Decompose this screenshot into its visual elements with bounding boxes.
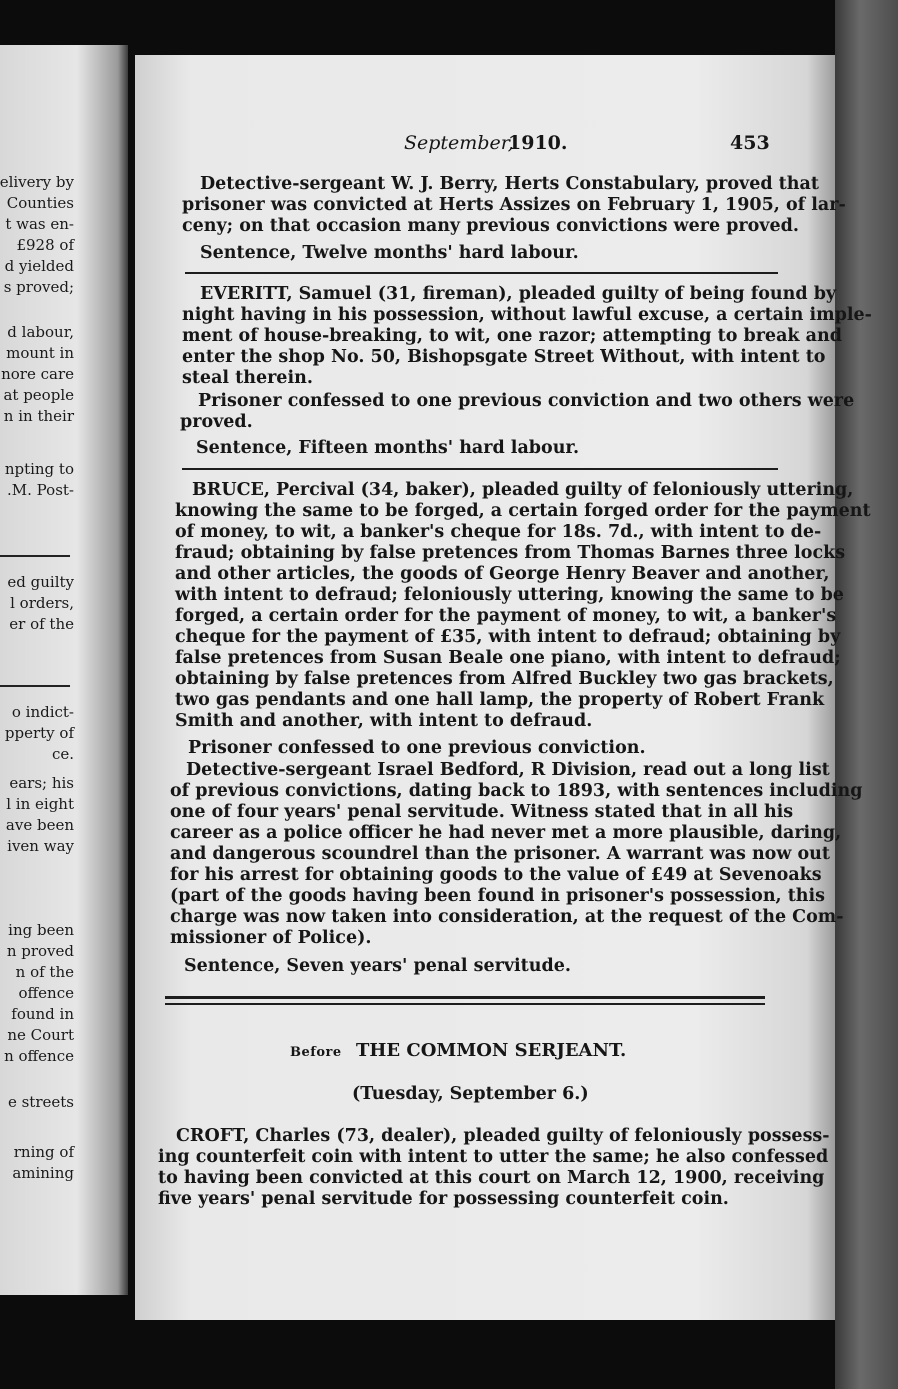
case3-line: two gas pendants and one hall lamp, the property of Robert Frank xyxy=(175,690,825,710)
left-line: l in eight xyxy=(6,795,74,813)
left-line: .M. Post- xyxy=(7,481,74,499)
left-line: n in their xyxy=(3,407,74,425)
case3-evidence: (part of the goods having been found in prisoner's possession, this xyxy=(170,886,826,906)
case2-line: ment of house-breaking, to wit, one razor; attempting to break and xyxy=(182,326,842,346)
page-number: 453 xyxy=(730,132,770,154)
header-year: 1910. xyxy=(508,132,568,154)
case3-evidence: of previous convictions, dating back to 1893, with sentences including xyxy=(170,781,863,801)
left-line: t was en- xyxy=(5,215,74,233)
case3-evidence: missioner of Police). xyxy=(170,928,372,948)
case3-evidence: and dangerous scoundrel than the prisoner. A warrant was now out xyxy=(170,844,830,864)
left-line: ears; his xyxy=(9,774,74,792)
left-line: er of the xyxy=(9,615,74,633)
case3-line: fraud; obtaining by false pretences from Thomas Barnes three locks xyxy=(175,543,846,563)
case3-sentence: Sentence, Seven years' penal servitude. xyxy=(184,956,571,976)
left-line: amining xyxy=(12,1164,74,1182)
left-line: ing been xyxy=(8,921,74,939)
case4-line: ing counterfeit coin with intent to utter the same; he also confessed xyxy=(158,1147,829,1167)
left-rule xyxy=(0,555,70,557)
case2-sentence: Sentence, Fifteen months' hard labour. xyxy=(196,438,580,458)
left-line: o indict- xyxy=(11,703,74,721)
section-before: Before xyxy=(290,1045,342,1060)
case2-line: enter the shop No. 50, Bishopsgate Street Without, with intent to xyxy=(182,347,826,367)
case2-line: EVERITT, Samuel (31, fireman), pleaded guilty of being found by xyxy=(200,284,837,304)
section-title: THE COMMON SERJEANT. xyxy=(356,1040,627,1061)
left-line: Counties xyxy=(6,194,74,212)
section-divider-bottom xyxy=(165,1003,765,1005)
case1-line: prisoner was convicted at Herts Assizes on February 1, 1905, of lar- xyxy=(182,195,846,215)
left-page-fragment xyxy=(0,45,128,1295)
case3-evidence: charge was now taken into consideration, at the request of the Com- xyxy=(170,907,844,927)
section-divider-top xyxy=(165,996,765,999)
case2-confession: proved. xyxy=(180,412,253,432)
case3-line: false pretences from Susan Beale one piano, with intent to defraud; xyxy=(175,648,841,668)
case3-line: with intent to defraud; feloniously uttering, knowing the same to be xyxy=(175,585,844,605)
left-line: ce. xyxy=(51,745,74,763)
left-line: rning of xyxy=(13,1143,74,1161)
left-line: d labour, xyxy=(7,323,74,341)
left-line: iven way xyxy=(7,837,74,855)
case2-line: night having in his possession, without lawful excuse, a certain imple- xyxy=(182,305,872,325)
case1-line: ceny; on that occasion many previous convictions were proved. xyxy=(182,216,799,236)
case-divider xyxy=(182,468,778,470)
case3-line: Smith and another, with intent to defraud. xyxy=(175,711,593,731)
left-line: npting to xyxy=(4,460,74,478)
case3-line: and other articles, the goods of George Henry Beaver and another, xyxy=(175,564,830,584)
left-line: found in xyxy=(11,1005,74,1023)
case-divider xyxy=(185,272,778,274)
case3-line: of money, to wit, a banker's cheque for 18s. 7d., with intent to de- xyxy=(175,522,822,542)
left-line: £928 of xyxy=(16,236,74,254)
case4-line: CROFT, Charles (73, dealer), pleaded guilty of feloniously possess- xyxy=(176,1126,830,1146)
case3-line: obtaining by false pretences from Alfred Buckley two gas brackets, xyxy=(175,669,834,689)
case3-evidence: for his arrest for obtaining goods to the value of £49 at Sevenoaks xyxy=(170,865,822,885)
section-date: (Tuesday, September 6.) xyxy=(352,1084,589,1104)
case3-evidence: one of four years' penal servitude. Witness stated that in all his xyxy=(170,802,794,822)
left-line: mount in xyxy=(6,344,74,362)
case3-evidence: Detective-sergeant Israel Bedford, R Division, read out a long list xyxy=(186,760,830,780)
case2-confession: Prisoner confessed to one previous conviction and two others were xyxy=(198,391,855,411)
case4-line: to having been convicted at this court on March 12, 1900, receiving xyxy=(158,1168,825,1188)
header-month: September, xyxy=(404,132,514,154)
left-line: s proved; xyxy=(3,278,74,296)
left-line: elivery by xyxy=(0,173,74,191)
case2-line: steal therein. xyxy=(182,368,313,388)
left-line: d yielded xyxy=(4,257,74,275)
left-line: n of the xyxy=(15,963,74,981)
case3-line: forged, a certain order for the payment of money, to wit, a banker's xyxy=(175,606,837,626)
case3-confession: Prisoner confessed to one previous conviction. xyxy=(188,738,646,758)
case1-sentence: Sentence, Twelve months' hard labour. xyxy=(200,243,579,263)
case3-evidence: career as a police officer he had never met a more plausible, daring, xyxy=(170,823,842,843)
case1-line: Detective-sergeant W. J. Berry, Herts Constabulary, proved that xyxy=(200,174,819,194)
left-line: at people xyxy=(3,386,74,404)
left-line: ave been xyxy=(5,816,74,834)
left-rule xyxy=(0,685,70,687)
left-line: ed guilty xyxy=(7,573,74,591)
left-line: offence xyxy=(18,984,74,1002)
left-line: l orders, xyxy=(10,594,74,612)
left-line: n offence xyxy=(4,1047,74,1065)
left-line: ne Court xyxy=(7,1026,74,1044)
case3-line: BRUCE, Percival (34, baker), pleaded guilty of feloniously uttering, xyxy=(192,480,854,500)
left-line: e streets xyxy=(7,1093,74,1111)
left-line: n proved xyxy=(6,942,74,960)
left-line: nore care xyxy=(1,365,74,383)
left-line: pperty of xyxy=(4,724,74,742)
case3-line: knowing the same to be forged, a certain forged order for the payment xyxy=(175,501,871,521)
case4-line: five years' penal servitude for possessing counterfeit coin. xyxy=(158,1189,729,1209)
case3-line: cheque for the payment of £35, with intent to defraud; obtaining by xyxy=(175,627,841,647)
